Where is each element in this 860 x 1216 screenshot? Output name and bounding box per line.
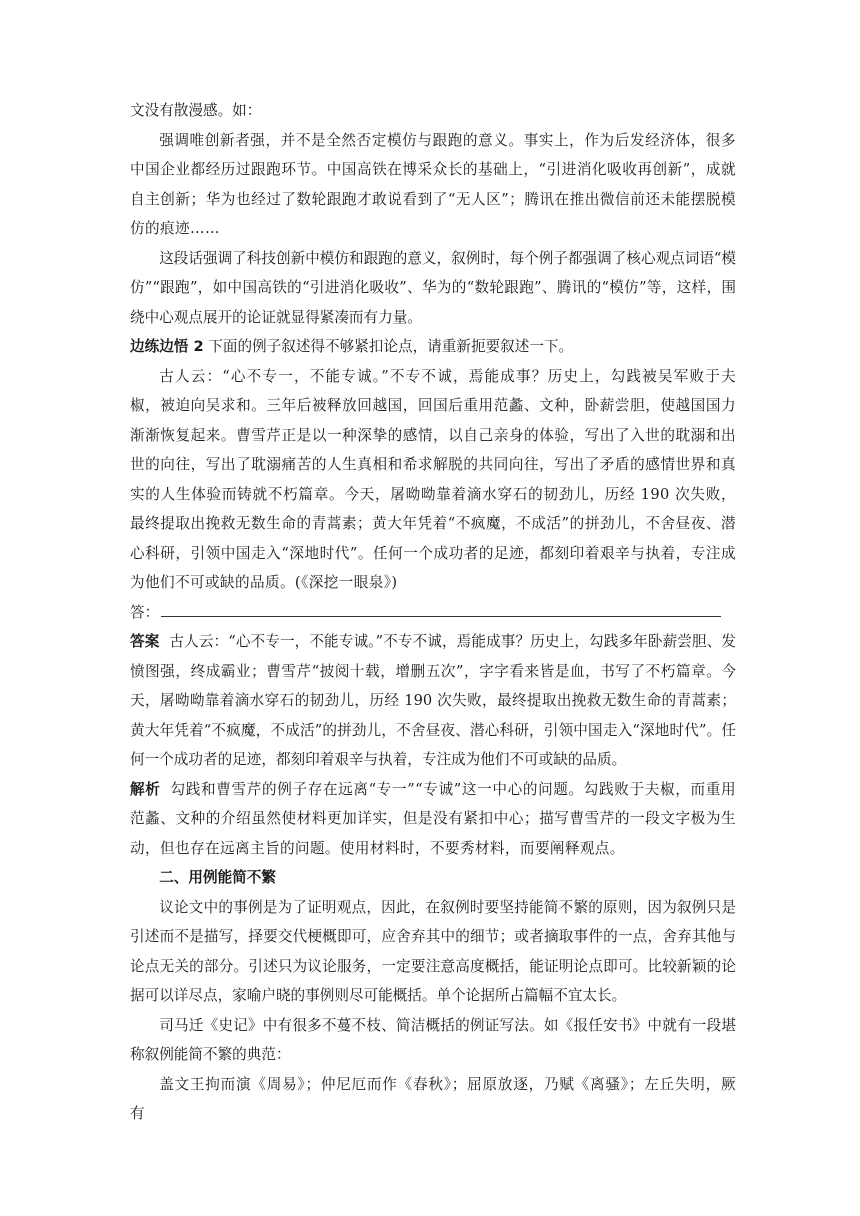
section-heading: 二、用例能简不繁 xyxy=(159,869,276,886)
quote-example-2: 古人云：“心不专一，不能专诚。”不专不诚，焉能成事？历史上，勾践被吴军败于夫椒，被迫向吴求和。三年后被释放回越国，回国后重用范蠡、文种，卧薪尝胆，使越国国力渐渐恢复起来。曹雪芹正是以一种深挚的感情，以自己亲身的体验，写出了入世的耽溺和出世的向往，写出了耽溺痛苦的人生真相和希求解脱的共同向往，写出了矛盾的感情世界和真实的人生体验而铸就不朽篇章。今天，屠呦呦靠着滴水穿石的韧劲儿，历经 190 次失败，最终提取出挽救无数生命的青蒿素；黄大年凭着“不疯魔，不成活”的拼劲儿，不舍昼夜、潜心科研，引领中国走入“深地时代”。任何一个成功者的足迹，都刻印着艰辛与执着，专注成为他们不可或缺的品质。(《深挖一眼泉》) xyxy=(130,367,736,591)
exercise-prompt xyxy=(130,332,736,362)
paragraph-shiji: 司马迁《史记》中有很多不蔓不枝、简洁概括的例证写法。如《报任安书》中就有一段堪称叙例能简不繁的典范： xyxy=(130,1016,736,1063)
paragraph-section-2: 议论文中的事例是为了证明观点，因此，在叙例时要坚持能简不繁的原则，因为叙例只是引述而不是描写，择要交代梗概即可，应舍弃其中的细节；或者摘取事件的一点，舍弃其他与论点无关的部分。引述只为议论服务，一定要注意高度概括，能证明论点即可。比较新颖的论据可以详尽点，家喻户晓的事例则尽可能概括。单个论据所占篇幅不宜太长。 xyxy=(130,898,736,1004)
answer-prefix: 答： xyxy=(130,603,160,621)
document-page xyxy=(130,96,736,1129)
analysis-paragraph xyxy=(130,775,736,864)
quote-example-3: 盖文王拘而演《周易》；仲尼厄而作《春秋》；屈原放逐，乃赋《离骚》；左丘失明，厥有 xyxy=(130,1075,736,1122)
analysis-text: 勾践和曹雪芹的例子存在远离“专一”“专诚”这一中心的问题。勾践败于夫椒，而重用范蠡、文种的介绍虽然使材料更加详实，但是没有紧扣中心；描写曹雪芹的一段文字极为生动，但也存在远离主旨的问题。使用材料时，不要秀材料，而要阐释观点。 xyxy=(130,780,736,857)
quote-example-1: 强调唯创新者强，并不是全然否定模仿与跟跑的意义。事实上，作为后发经济体，很多中国企业都经历过跟跑环节。中国高铁在博采众长的基础上，“引进消化吸收再创新”，成就自主创新；华为也经过了数轮跟跑才敢说看到了“无人区”；腾讯在推出微信前还未能摆脱模仿的痕迹…… xyxy=(130,131,736,237)
analysis-label: 解析 xyxy=(130,780,161,798)
paragraph-commentary-1: 这段话强调了科技创新中模仿和跟跑的意义，叙例时，每个例子都强调了核心观点词语“模仿”“跟跑”，如中国高铁的“引进消化吸收”、华为的“数轮跟跑”、腾讯的“模仿”等，这样，围绕中心观点展开的论证就显得紧凑而有力量。 xyxy=(130,249,736,326)
answer-line-row xyxy=(130,598,736,628)
answer-label: 答案 xyxy=(130,633,160,650)
paragraph-intro-tail: 文没有散漫感。如： xyxy=(130,102,262,119)
answer-paragraph xyxy=(130,627,736,775)
exercise-label: 边练边悟 2 xyxy=(130,338,204,355)
answer-blank-line[interactable] xyxy=(161,600,721,617)
answer-text: 古人云：“心不专一，不能专诚。”不专不诚，焉能成事？历史上，勾践多年卧薪尝胆、发愤图强，终成霸业；曹雪芹“披阅十载，增删五次”，字字看来皆是血，书写了不朽篇章。今天，屠呦呦靠着滴水穿石的韧劲儿，历经 190 次失败，最终提取出挽救无数生命的青蒿素；黄大年凭着“不疯魔，不成活”的拼劲儿，不舍昼夜、潜心科研，引领中国走入“深地时代”。任何一个成功者的足迹，都刻印着艰辛与执着，专注成为他们不可或缺的品质。 xyxy=(130,633,736,768)
exercise-text: 下面的例子叙述得不够紧扣论点，请重新扼要叙述一下。 xyxy=(208,338,574,355)
